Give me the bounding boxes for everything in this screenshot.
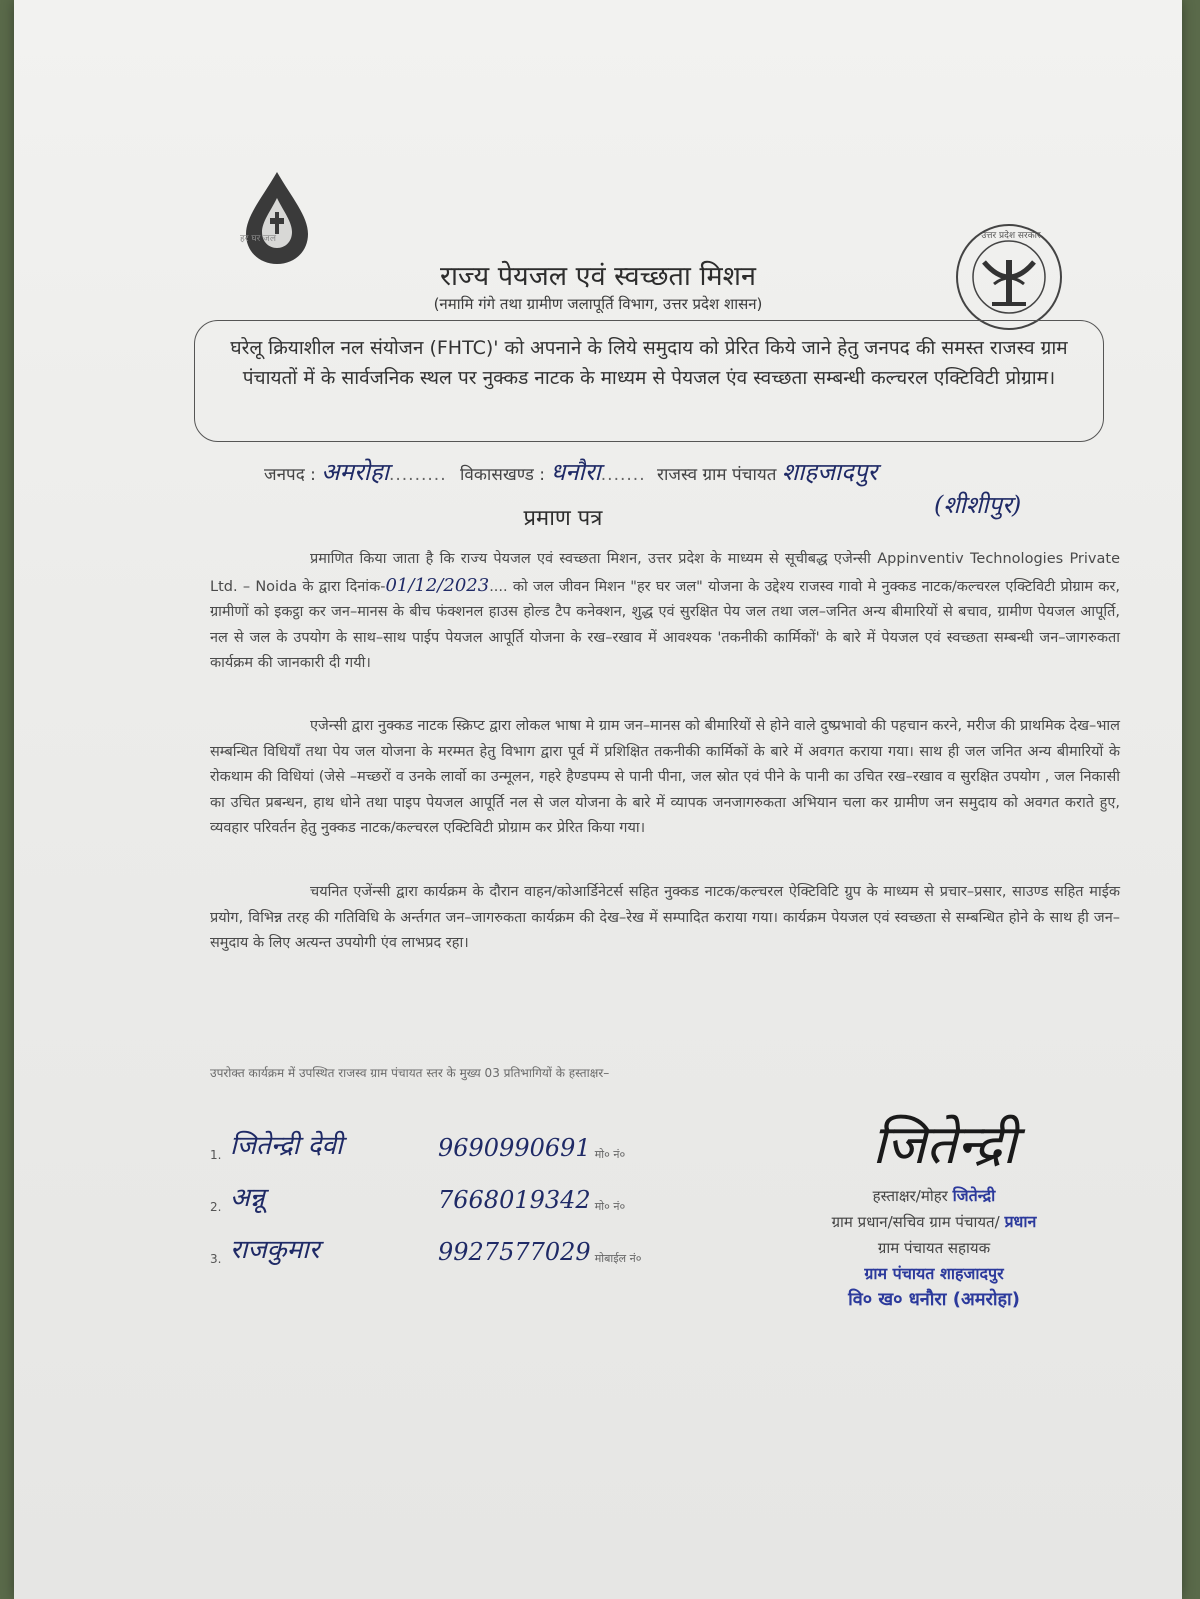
paragraph-3: चयनित एजेंन्सी द्वारा कार्यक्रम के दौरान वाहन/कोआर्डिनेटर्स सहित नुक्कड नाटक/कल्चरल ऐक्टिविटि ग्रुप के माध्यम से प्रचार–प्रसार, साउण्ड सहित माईक प्रयोग, विभिन्न तरह की गतिविधि के अर्न्तगत जन–जागरुकता कार्यक्रम की देख–रेख में सम्पादित कराया गया। कार्यक्रम पेयजल एवं स्वच्छता से सम्बन्धित होने के साथ ही जन–समुदाय के लिए अत्यन्त उपयोगी एंव लाभप्रद रहा। xyxy=(210,884,1120,951)
program-description-box xyxy=(194,320,1104,442)
left-logo-caption: हर घर जल xyxy=(240,234,276,244)
stamp-block-district: वि० ख० धनौरा (अमरोहा) xyxy=(848,1289,1020,1310)
district-label: जनपद : xyxy=(264,465,316,485)
participant-phone: 9927577029 xyxy=(438,1238,591,1266)
participant-number: 1. xyxy=(210,1148,222,1162)
block-label: विकासखण्ड : xyxy=(460,465,546,485)
paragraph-2: एजेन्सी द्वारा नुक्कड नाटक स्क्रिप्ट द्वारा लोकल भाषा मे ग्राम जन–मानस को बीमारियों से होने वाले दुष्प्रभावो की पहचान करने, मरीज की प्राथमिक देख–भाल सम्बन्धित विधियाँ तथा पेय जल योजना के मरम्मत हेतु विभाग द्वारा पूर्व में प्रशिक्षित तकनीकी कार्मिकों के बारे में अवगत कराया गया। साथ ही जल जनित अन्य बीमारियों के रोकथाम की विधियां (जेसे –मच्छरों व उनके लार्वो का उन्मूलन, गहरे हैण्डपम्प से पानी पीना, जल स्रोत एवं पीने के पानी का उचित रख–रखाव व सुरक्षित उपयोग , जल निकासी का उचित प्रबन्धन, हाथ धोने तथा पाइप पेयजल आपूर्ति नल से जल योजना के बारे में व्यापक जनजागरुकता अभियान चला कर ग्रामीण जन समुदाय को अवगत कराते हुए, व्यवहार परिवर्तन हेतु नुक्कड नाटक/कल्चरल एक्टिविटी प्रोग्राम कर प्रेरित किया गया। xyxy=(210,718,1120,836)
panchayat-value: शाहजादपुर xyxy=(781,458,878,486)
signatory-line-1-text: हस्ताक्षर/मोहर xyxy=(872,1187,948,1205)
dotted-line: ....... xyxy=(600,465,646,485)
seal-caption: उत्तर प्रदेश सरकार xyxy=(981,231,1041,241)
dotted-line: .... xyxy=(489,578,513,595)
signatory-line-2-text: ग्राम प्रधान/सचिव ग्राम पंचायत/ xyxy=(831,1213,1000,1231)
pradhan-signature: जितेन्द्री xyxy=(872,1113,1017,1176)
stamp-name: जितेन्द्री xyxy=(952,1186,996,1205)
participants-note: उपरोक्त कार्यक्रम में उपस्थित राजस्व ग्राम पंचायत स्तर के मुख्य 03 प्रतिभागियों के हस्ताक्षर– xyxy=(210,1066,610,1080)
location-fields xyxy=(264,455,1144,488)
dotted-line: ......... xyxy=(388,465,447,485)
mission-subtitle: (नमामि गंगे तथा ग्रामीण जलापूर्ति विभाग, उत्तर प्रदेश शासन) xyxy=(433,295,763,313)
signatory-line-3 xyxy=(784,1235,1084,1261)
program-description: घरेलू क्रियाशील नल संयोजन (FHTC)' को अपनाने के लिये समुदाय को प्रेरित किये जाने हेतु जनपद की समस्त राजस्व ग्राम पंचायतों में के सार्वजनिक स्थल पर नुक्कड नाटक के माध्यम से पेयजल एंव स्वच्छता सम्बन्धी कल्चरल एक्टिविटी प्रोग्राम। xyxy=(230,337,1068,389)
participant-row xyxy=(210,1214,770,1266)
stamp-designation: प्रधान xyxy=(1004,1212,1037,1231)
phone-label: मोबाईल नं० xyxy=(594,1252,642,1265)
district-value: अमरोहा xyxy=(321,458,389,486)
panchayat-value-secondary: (शीशीपुर) xyxy=(934,491,1022,519)
signatory-block xyxy=(784,1183,1084,1313)
certificate-page xyxy=(14,0,1182,1599)
paragraph-1-start: प्रमाणित किया जाता है कि राज्य पेयजल एवं स्वच्छता मिशन, उत्तर प्रदेश के माध्यम से सूचीबद्ध एजेन्सी Appinventiv Technologies Private Ltd. – Noida के द्वारा दिनांक- xyxy=(210,551,1120,595)
phone-label: मो० नं० xyxy=(594,1148,626,1161)
paragraph-1-end: को जल जीवन मिशन "हर घर जल" योजना के उद्देश्य राजस्व गावो मे नुक्कड नाटक/कल्चरल एक्टिविटी प्रोग्राम कर, ग्रामीणों को इकट्ठा कर जन–मानस के बीच फंक्शनल हाउस होल्ड टैप कनेक्शन, शुद्ध एवं सुरक्षित पेय जल तथा जल–जनित अन्य बीमारियों से बचाव, ग्रामीण पेयजल आपूर्ति, नल से जल के उपयोग के साथ–साथ पाईप पेयजल आपूर्ति योजना के रख–रखाव में आवश्यक 'तकनीकी कार्मिकों' के बारे में पेयजल एवं स्वच्छता सम्बन्धी जन–जागरुकता कार्यक्रम की जानकारी दी गयी। xyxy=(210,578,1120,671)
certificate-title: प्रमाण पत्र xyxy=(523,506,603,531)
signatory-line-1 xyxy=(784,1183,1084,1209)
phone-label: मो० नं० xyxy=(594,1200,626,1213)
paragraph-1 xyxy=(210,547,1120,677)
participant-phone: 7668019342 xyxy=(438,1186,591,1214)
participant-row xyxy=(210,1110,770,1162)
participant-number: 2. xyxy=(210,1200,222,1214)
participant-signature-list xyxy=(210,1110,770,1266)
participant-phone: 9690990691 xyxy=(438,1134,591,1162)
panchayat-label: राजस्व ग्राम पंचायत xyxy=(657,465,777,485)
participant-name: अन्नू xyxy=(230,1183,265,1213)
signatory-line-3-text: ग्राम पंचायत सहायक xyxy=(877,1239,991,1257)
signatory-line-2 xyxy=(784,1209,1084,1235)
stamp-panchayat: ग्राम पंचायत शाहजादपुर xyxy=(864,1264,1004,1283)
participant-row xyxy=(210,1162,770,1214)
participant-number: 3. xyxy=(210,1252,222,1266)
block-value: धनौरा xyxy=(550,458,601,486)
mission-title: राज्य पेयजल एवं स्वच्छता मिशन xyxy=(440,261,756,292)
participant-name: जितेन्द्री देवी xyxy=(230,1131,343,1161)
program-date: 01/12/2023 xyxy=(385,574,490,596)
participant-name: राजकुमार xyxy=(230,1235,320,1265)
